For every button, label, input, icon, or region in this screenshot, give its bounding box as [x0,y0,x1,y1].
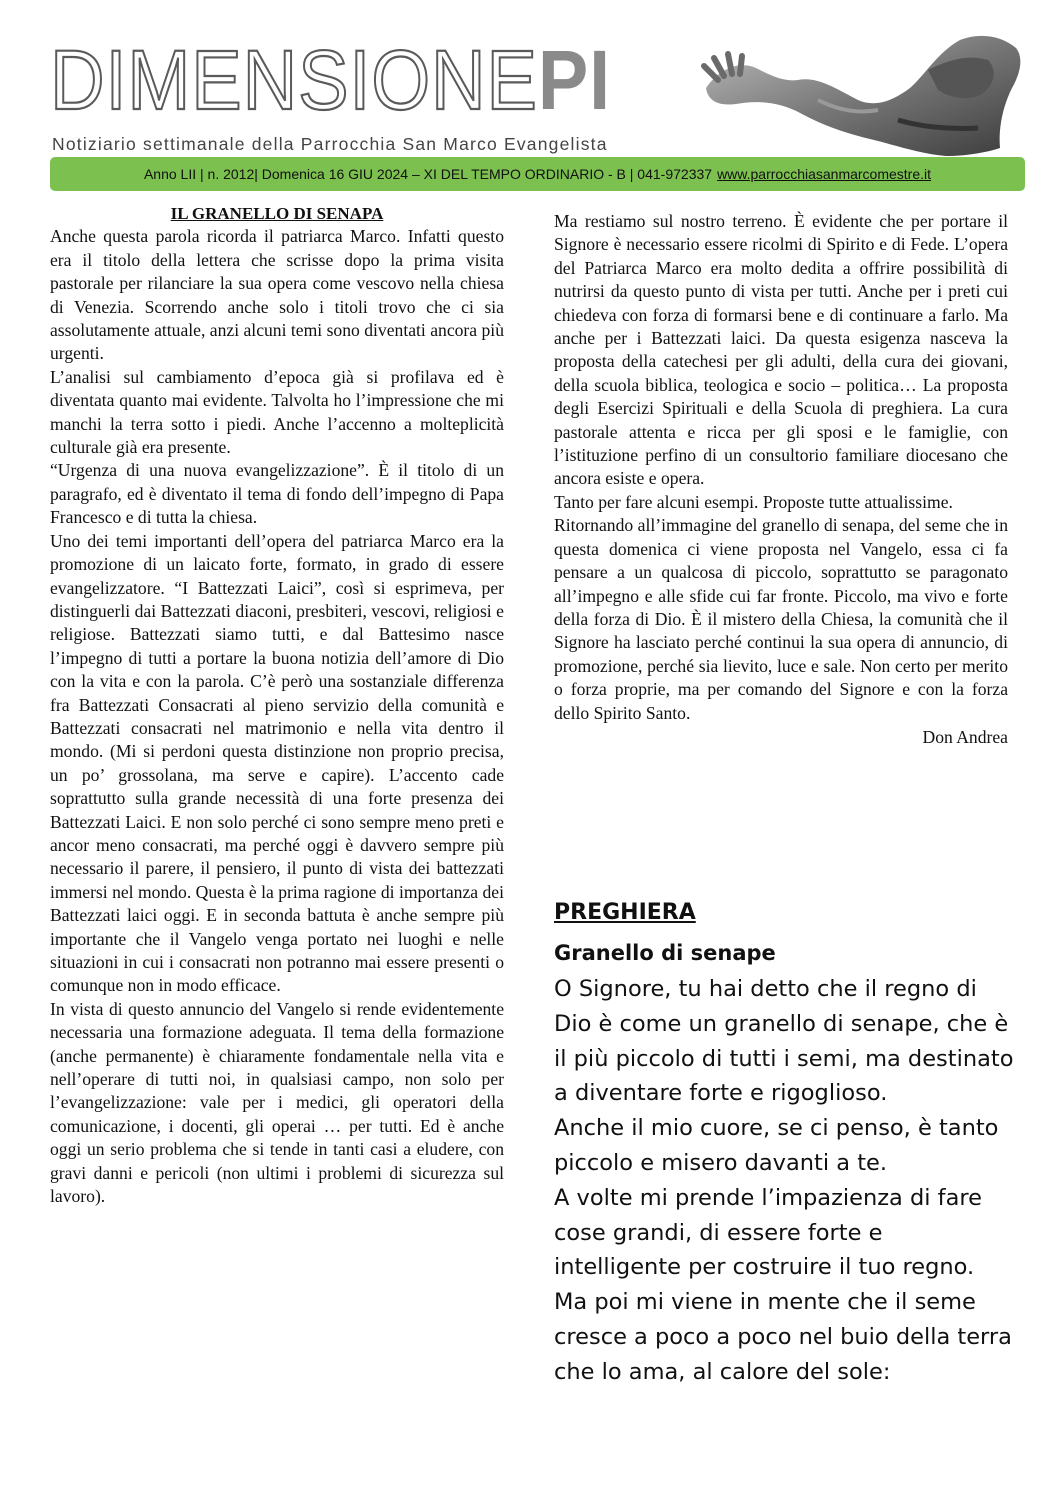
issue-info-text: Anno LII | n. 2012| Domenica 16 GIU 2024 – XI DEL TEMPO ORDINARIO - B | 041-972337 [143,166,713,182]
masthead-title-light: DIMENSIONE [50,33,538,127]
website-link[interactable]: www.parrocchiasanmarcomestre.it [717,166,932,182]
article-paragraph: Anche questa parola ricorda il patriarca Marco. Infatti questo era il titolo della lettera che scrisse dopo la prima visita pastorale per rilanciare la sua opera come vescovo nella chiesa di Venezia. Scorrendo anche solo i titoli trovo che ci sia assolutamente attuale, anzi alcuni temi sono diventati ancora più urgenti. [50,226,504,364]
article-signature: Don Andrea [922,726,1008,747]
masthead-title [50,33,612,127]
article-paragraph: L’analisi sul cambiamento d’epoca già si profilava ed è diventata quanto mai evidente. Talvolta ho l’impressione che mi manchi la terra sotto i piedi. Anche l’accenno a molteplicità culturale già era presente. [50,366,504,458]
article-paragraph: Uno dei temi importanti dell’opera del patriarca Marco era la promozione di un laicato forte, formato, in grado di essere evangelizzatore. “I Battezzati Laici”, così si esprimeva, per distinguerli dai Battezzati diaconi, presbiteri, vescovi, religiosi e religiose. Battezzati siamo tutti, e dal Battesimo nasce l’impegno di tutti a portare la buona notizia dell’amore di Dio con la vita e con la parola. C’è però una sostanziale differenza fra Battezzati Consacrati al pieno servizio della comunità e Battezzati consacrati nel matrimonio e nella vita dentro il mondo. (Mi si perdoni questa distinzione non proprio precisa, un po’ grossolana, ma serve e capire). L’accento cade soprattutto sulla grande necessità di una forte presenza dei Battezzati Laici. E non solo perché ci sono sempre meno preti e ancor meno consacrati, ma perché oggi è davvero sempre più necessario il parere, il pensiero, il punto di vista dei battezzati immersi nel mondo. Questa è la prima ragione di importanza dei Battezzati laici oggi. E in seconda battuta è anche sempre più importante che il Vangelo venga portato nei luoghi e nelle situazioni in cui i consacrati non potranno mai essere presenti o comunque non in modo efficace. [50,530,504,996]
prayer-line: Ma poi mi viene in mente che il seme cresce a poco a poco nel buio della terra che lo ama, al calore del sole: [554,1289,1012,1385]
issue-info-bar [50,157,1025,191]
prayer-body [554,972,1014,1390]
prayer-line: A volte mi prende l’impazienza di fare cose grandi, di essere forte e intelligente per costruire il tuo regno. [554,1184,982,1281]
prayer-line: O Signore, tu hai detto che il regno di Dio è come un granello di senape, che è il più piccolo di tutti i semi, ma destinato a diventare forte e rigoglioso. [554,976,1014,1107]
prayer-subtitle: Granello di senape [554,941,776,965]
article-paragraph: Tanto per fare alcuni esempi. Proposte tutte attualissime. [554,491,953,512]
article-paragraph: In vista di questo annuncio del Vangelo si rende evidentemente necessaria una formazione adeguata. Il tema della formazione (anche permanente) è chiaramente fondamentale nella vita e nell’operare di tutti noi, in qualsiasi campo, non solo per l’evangelizzazione: vale per i medici, gli operatori della comunicazione, i docenti, gli operai … per tutti. Ed è anche oggi un serio problema che si tende in tanti casi a eludere, con gravi danni e pericoli (non ultimi i problemi di sicurezza sul lavoro). [50,998,504,1207]
masthead-title-bold: PI [537,33,612,127]
prayer-line: Anche il mio cuore, se ci penso, è tanto piccolo e misero davanti a te. [554,1115,999,1176]
article-right-column [554,210,1008,749]
article-paragraph: Ma restiamo sul nostro terreno. È evidente che per portare il Signore è necessario essere ricolmi di Spirito e di Fede. L’opera del Patriarca Marco era molto dedita a offrire possibilità di nutrirsi da questo punto di vista per tutti. Anche per i preti cui chiedeva con forza di formarsi bene e di continuare a farlo. Ma anche per i Battezzati laici. Da questa esigenza nasceva la proposta della catechesi per gli adulti, della cura dei giovani, della scuola biblica, teologica e socio – politica… La proposta degli Esercizi Spirituali e della Scuola di preghiera. La cura pastorale attenta e ricca per gli sposi e le famiglie, con l’istituzione perfino di un consultorio familiare diocesano che ancora esiste e opera. [554,211,1008,489]
article-title: IL GRANELLO DI SENAPA [170,204,384,223]
prayer-heading: PREGHIERA [554,900,696,925]
article-paragraph: “Urgenza di una nuova evangelizzazione”. È il titolo di un paragrafo, ed è diventato il tema di fondo dell’impegno di Papa Francesco e di tutta la chiesa. [50,460,504,528]
masthead-subtitle: Notiziario settimanale della Parrocchia San Marco Evangelista [52,134,608,154]
article-paragraph: Ritornando all’immagine del granello di senapa, del seme che in questa domenica ci viene proposta nel Vangelo, essa ci fa pensare a un qualcosa di piccolo, soprattutto se paragonato all’impegno e alle sfide cui far fronte. Piccolo, ma vivo e forte della forza di Dio. È il mistero della Chiesa, la comunità che il Signore ha lasciato perché continui la sua opera di annuncio, di promozione, perché sia lievito, luce e sale. Non certo per merito o forza proprie, ma per comando del Signore e con la forza dello Spirito Santo. [554,515,1008,723]
article-left-column [50,202,504,1208]
statue-image [698,30,1028,160]
prayer-section [554,896,1014,1390]
